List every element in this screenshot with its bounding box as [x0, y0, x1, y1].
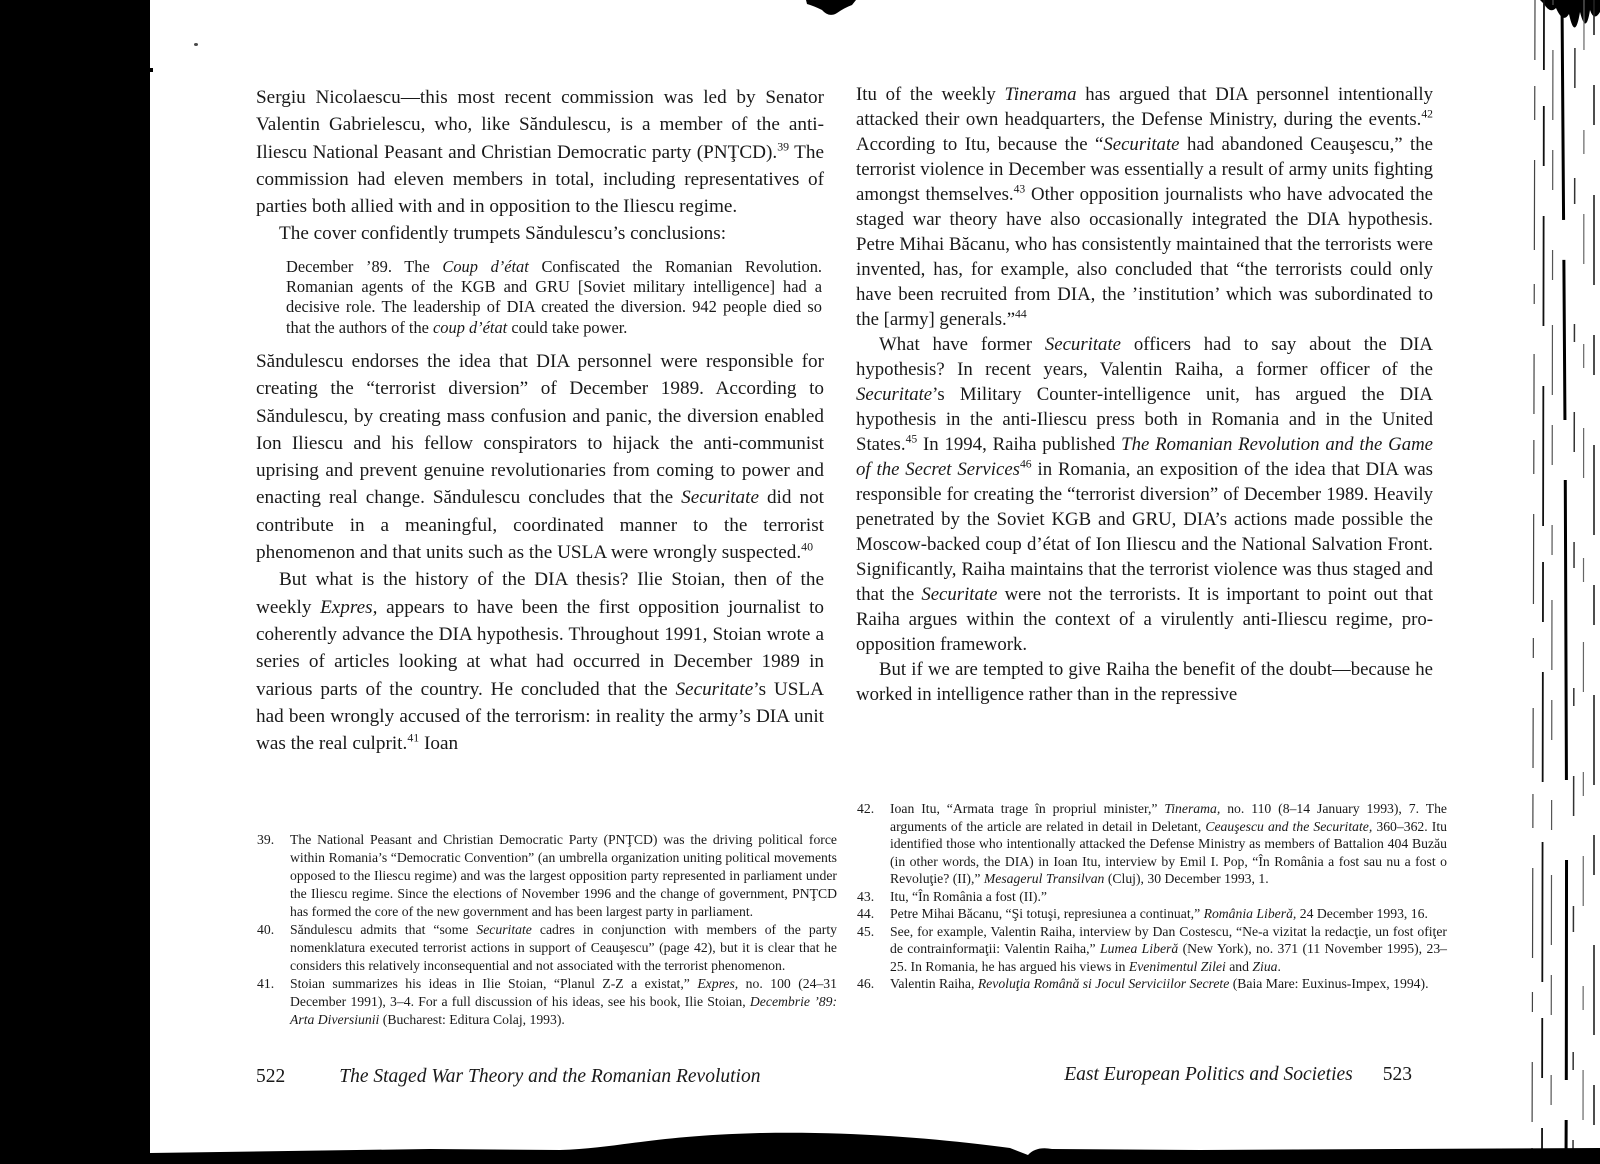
scan-edge-bottom	[0, 1128, 1600, 1164]
footnote-text: The National Peasant and Christian Democratic Party (PNŢCD) was the driving political force within Romania’s “Democratic Convention” (an umbrella organization uniting political movements opposed to the Iliescu regime) and was the largest opposition party represented in parliament under the Iliescu regime. Since the elections of November 1996 and the change of government, PNŢCD has formed the core of the new government and has been largest party in parliament.	[290, 832, 837, 919]
scan-gutter-left	[0, 0, 150, 1164]
scan-binding-right	[1480, 0, 1600, 1164]
footnote	[257, 975, 837, 1029]
footnote	[857, 905, 1447, 923]
footnote-number: 41.	[257, 976, 275, 991]
scan-gutter-notch	[147, 68, 153, 72]
scan-blot-top-center	[802, 0, 858, 18]
right-page-footnotes	[857, 800, 1447, 993]
scan-speck	[194, 43, 198, 46]
footnote-number: 42.	[857, 801, 875, 816]
page-number-right: 523	[1382, 1064, 1412, 1085]
left-page-footer	[256, 1066, 831, 1088]
left-page-footnotes	[257, 831, 837, 1029]
footnote-number: 43.	[857, 888, 875, 904]
footnote-text: Petre Mihai Băcanu, “Şi totuşi, represiunea a continuat,” România Liberă, 24 December 1993, 16.	[890, 906, 1428, 921]
right-page-footer	[855, 1064, 1412, 1086]
right-page-body	[856, 82, 1433, 707]
paragraph: Sergiu Nicolaescu—this most recent commission was led by Senator Valentin Gabrielescu, who, like Săndulescu, is a member of the anti-Iliescu National Peasant and Christian Democratic party (PNŢCD).$^{39}$ The commission had eleven members in total, including representatives of parties both allied with and in opposition to the Iliescu regime.	[256, 87, 824, 218]
footnote-text: Stoian summarizes his ideas in Ilie Stoian, “Planul Z-Z a existat,” Expres, no. 100 (24–31 December 1991), 3–4. For a full discussion of his ideas, see his book, Ilie Stoian, Decembrie ’89: Arta Diversiunii (Bucharest: Editura Colaj, 1993).	[290, 976, 837, 1027]
footnote-number: 44.	[857, 906, 875, 921]
left-page-body	[256, 84, 824, 757]
footnote	[857, 800, 1447, 888]
footnote-text: Valentin Raiha, Revoluţia Română si Jocul Serviciilor Secrete (Baia Mare: Euxinus-Impex, 1994).	[890, 976, 1429, 991]
paragraph: The cover confidently trumpets Săndulescu’s conclusions:	[279, 223, 727, 245]
footnote-text: Itu, “În România a fost (II).”	[890, 888, 1047, 904]
running-title-left: The Staged War Theory and the Romanian Revolution	[339, 1066, 761, 1087]
footnote-number: 46.	[857, 976, 875, 991]
page-number-left: 522	[256, 1066, 286, 1087]
block-quote: December ’89. The Coup d’état Confiscated the Romanian Revolution. Romanian agents of the KGB and GRU [Soviet military intelligence] had a decisive role. The leadership of DIA created the diversion. 942 people died so that the authors of the coup d’état could take power.	[286, 256, 822, 337]
footnote	[257, 921, 837, 975]
footnote-number: 45.	[857, 923, 875, 939]
paragraph: Săndulescu endorses the idea that DIA personnel were responsible for creating the “terrorist diversion” of December 1989. According to Săndulescu, by creating mass confusion and panic, the diversion enabled Ion Iliescu and his fellow conspirators to hijack the anti-communist uprising and prevent genuine revolutionaries from coming to power and enacting real change. Săndulescu concludes that the Securitate did not contribute in a meaningful, coordinated manner to the terrorist phenomenon and that units such as the USLA were wrongly suspected.$^{40}$	[256, 350, 824, 564]
footnote-text: Ioan Itu, “Armata trage în propriul minister,” Tinerama, no. 110 (8–14 January 1993), 7. The arguments of the article are related in detail in Deletant, Ceauşescu and the Securitate, 360–362. Itu identified those who intentionally attacked the Defense Ministry as members of Battalion 404 Buzău (in other words, the DIA) in Ioan Itu, interview by Emil I. Pop, “În România a fost sau nu a fost o Revoluţie? (II),” Mesagerul Transilvan (Cluj), 30 December 1993, 1.	[890, 801, 1447, 886]
footnote	[857, 975, 1447, 993]
footnote-text: See, for example, Valentin Raiha, interview by Dan Costescu, “Ne-a vizitat la redacţie, un fost ofiţer de contrainformaţii: Valentin Raiha,” Lumea Liberă (New York), no. 371 (11 November 1995), 23–25. In Romania, he has argued his views in Evenimentul Zilei and Ziua.	[890, 923, 1448, 974]
footnote	[857, 888, 1447, 906]
journal-title: East European Politics and Societies	[1064, 1064, 1353, 1085]
paragraph: Itu of the weekly Tinerama has argued that DIA personnel intentionally attacked their own headquarters, the Defense Ministry, during the events.$^{42}$ According to Itu, because the “Securitate had abandoned Ceauşescu,” the terrorist violence in December was essentially a result of army units fighting amongst themselves.$^{43}$ Other opposition journalists who have advocated the staged war theory have also occasionally integrated the DIA hypothesis. Petre Mihai Băcanu, who has consistently maintained that the terrorists were invented, has, for example, also concluded that “the terrorists could only have been recruited from DIA, the ’institution’ which was subordinated to the [army] generals.”$^{44}$	[856, 84, 1433, 330]
paragraph: But if we are tempted to give Raiha the benefit of the doubt—because he worked in intelligence rather than in the repressive	[856, 659, 1433, 705]
footnote	[857, 923, 1447, 976]
footnote-text: Săndulescu admits that “some Securitate cadres in conjunction with members of the party nomenklatura executed terrorist actions in support of Ceauşescu” (page 42), but it is clear that he considers this relatively inconsequential and not associated with the terrorist phenomenon.	[290, 922, 837, 973]
footnote-number: 40.	[257, 922, 275, 937]
paragraph: But what is the history of the DIA thesis? Ilie Stoian, then of the weekly Expres, appears to have been the first opposition journalist to coherently advance the DIA hypothesis. Throughout 1991, Stoian wrote a series of articles looking at what had occurred in December 1989 in various parts of the country. He concluded that the Securitate’s USLA had been wrongly accused of the terrorism: in reality the army’s DIA unit was the real culprit.$^{41}$ Ioan	[256, 569, 825, 755]
footnote	[257, 831, 837, 921]
footnote-number: 39.	[257, 832, 275, 847]
paragraph: What have former Securitate officers had to say about the DIA hypothesis? In recent years, Valentin Raiha, a former officer of the Securitate’s Military Counter-intelligence unit, has argued the DIA hypothesis in the anti-Iliescu press both in Romania and in the United States.$^{45}$ In 1994, Raiha published The Romanian Revolution and the Game of the Secret Services$^{46}$ in Romania, an exposition of the idea that DIA was responsible for creating the “terrorist diversion” of December 1989. Heavily penetrated by the Soviet KGB and GRU, DIA’s actions made possible the Moscow-backed coup d’état of Ion Iliescu and the National Salvation Front. Significantly, Raiha maintains that the terrorist violence was thus staged and that the Securitate were not the terrorists. It is important to point out that Raiha argues within the context of a virulently anti-Iliescu regime, pro-opposition framework.	[856, 334, 1433, 655]
